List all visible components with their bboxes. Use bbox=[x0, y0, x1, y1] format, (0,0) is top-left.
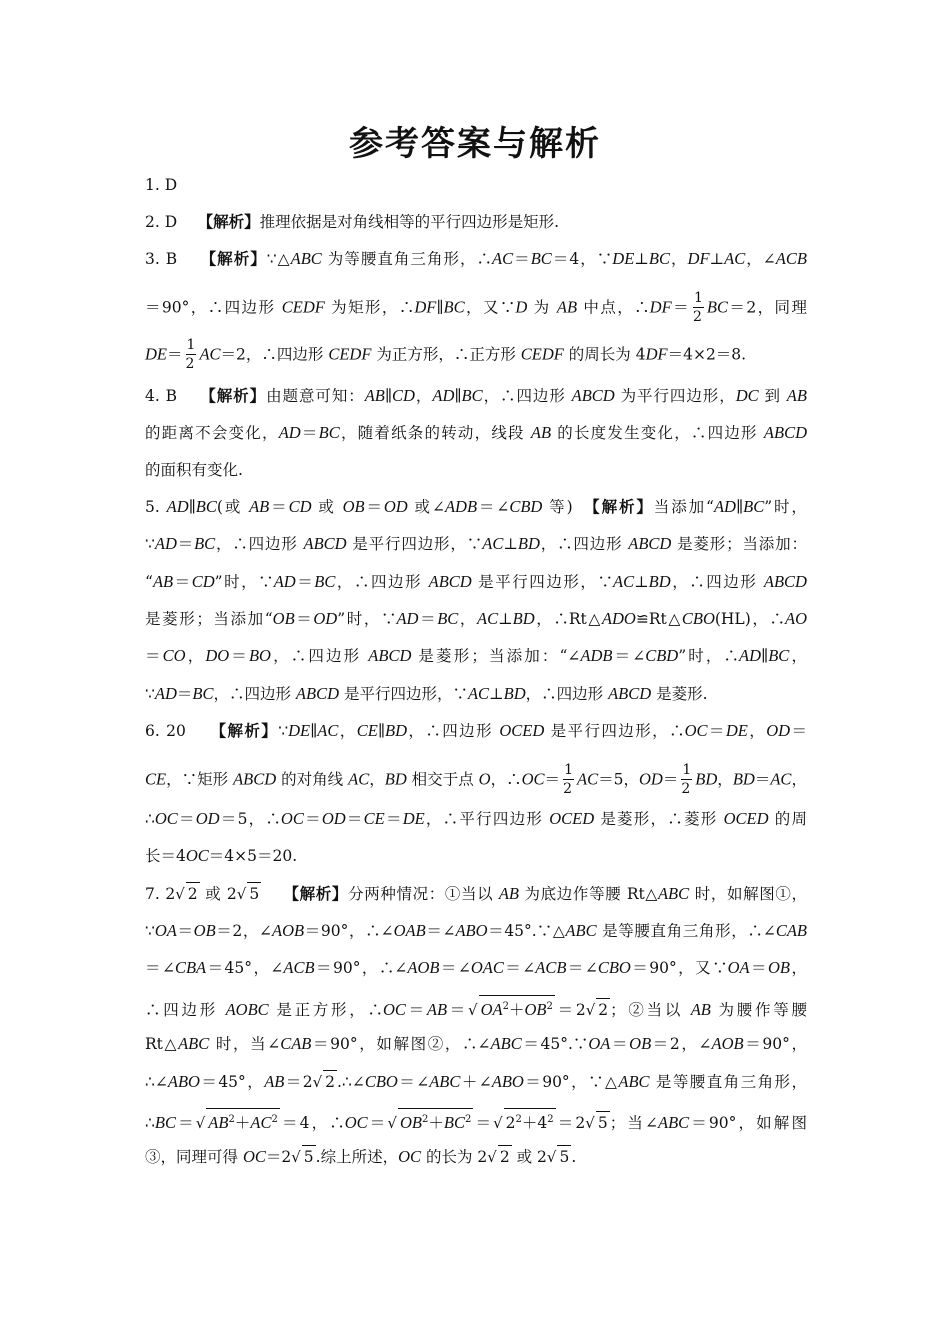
answer-5-line-2: ∵AD＝BC，∴四边形 ABCD 是平行四边形，∵AC⊥BD，∴四边形 ABCD 是菱形；当添加： bbox=[145, 534, 807, 553]
answer-3-line-3: DE＝ $\frac{1}{2}$ AC＝2，∴四边形 CEDF 为正方形，∴正方形 CEDF 的周长为 4DF＝4×2＝8. bbox=[145, 337, 747, 372]
answer-5-line-3: “AB＝CD”时，∵AD＝BC，∴四边形 ABCD 是平行四边形，∵AC⊥BD，∴四边形 ABCD bbox=[145, 572, 807, 591]
answer-6-line-3: ∴OC＝OD＝5，∴OC＝OD＝CE＝DE，∴平行四边形 OCED 是菱形，∴菱形 OCED 的周 bbox=[145, 809, 807, 828]
analysis-tag: 【解析】 bbox=[200, 387, 267, 405]
answer-7-line-8: ③，同理可得 OC＝2√ 5 .综上所述，OC 的长为 2√ 2 或 2√ 5 . bbox=[145, 1147, 577, 1166]
answer-6-line-4: 长＝4OC＝4×5＝20. bbox=[145, 846, 298, 865]
answer-7-line-6: ∴∠ABO＝45°，AB＝2√ 2 .∴∠CBO＝∠ABC＋∠ABO＝90°，∵△ABC 是等腰直角三角形， bbox=[145, 1072, 807, 1091]
answer-4-line-2: 的距离不会变化，AD＝BC，随着纸条的转动，线段 AB 的长度发生变化，∴四边形 ABCD bbox=[145, 423, 807, 442]
answer-5-line-4: 是菱形；当添加“OB＝OD”时，∵AD＝BC，AC⊥BD，∴Rt△ADO≌Rt△CBO(HL)，∴AO bbox=[145, 609, 807, 628]
answer-6-line-1: 6. 20 【解析】∵DE∥AC，CE∥BD，∴四边形 OCED 是平行四边形，∴OC＝DE，OD＝ bbox=[145, 721, 807, 740]
answer-5-line-1: 5. AD∥BC(或 AB＝CD 或 OB＝OD 或∠ADB＝∠CBD 等) 【解析】当添加“AD∥BC”时， bbox=[145, 497, 807, 516]
analysis-tag: 【解析】 bbox=[591, 498, 654, 516]
answer-7-line-4: ∴四边形 AOBC 是正方形，∴OC＝AB＝√ $OA^2+OB^2 =2√$ 2 ；②当以 AB 为腰作等腰 bbox=[145, 995, 807, 1021]
analysis-tag: 【解析】 bbox=[200, 250, 267, 268]
answer-5-line-5: ＝CO，DO＝BO，∴四边形 ABCD 是菱形；当添加：“∠ADB＝∠CBD”时，∴AD∥BC， bbox=[145, 646, 807, 665]
answer-4-line-3: 的面积有变化. bbox=[145, 461, 243, 479]
analysis-tag: 【解析】 bbox=[283, 885, 349, 903]
fraction-half: $\frac{1}{2}$ bbox=[693, 290, 703, 325]
answer-3-line-1: 3. B 【解析】∵△ABC 为等腰直角三角形，∴AC＝BC＝4，∵DE⊥BC，DF⊥AC，∠ACB bbox=[145, 249, 807, 268]
fraction-half: $\frac{1}{2}$ bbox=[681, 762, 692, 797]
answer-7-line-2: ∵OA＝OB＝2，∠AOB＝90°，∴∠OAB＝∠ABO＝45°.∵△ABC 是等腰直角三角形，∴∠CAB bbox=[145, 921, 807, 940]
answer-3-line-2: ＝90°，∴四边形 CEDF 为矩形，∴DF∥BC，又∵D 为 AB 中点，∴DF＝ $\frac{1}{2}$ BC＝2，同理 bbox=[145, 290, 807, 325]
answer-7-line-7: ∴BC＝√ $AB^2+AC^2 =4$，∴OC＝√ $OB^2+BC^2$ ＝√ $2^2+4^2 =2√$ 5 ；当∠ABC＝90°，如解图 bbox=[145, 1108, 807, 1134]
fraction-half: $\frac{1}{2}$ bbox=[185, 337, 196, 372]
answer-6-line-2: CE，∵矩形 ABCD 的对角线 AC，BD 相交于点 O，∴OC＝ $\frac{1}{2}$ AC＝5，OD＝ $\frac{1}{2}$ BD，BD＝AC， bbox=[145, 762, 807, 797]
answer-5-line-6: ∵AD＝BC，∴四边形 ABCD 是平行四边形，∵AC⊥BD，∴四边形 ABCD 是菱形. bbox=[145, 684, 708, 703]
answer-7-line-3: ＝∠CBA＝45°，∠ACB＝90°，∴∠AOB＝∠OAC＝∠ACB＝∠CBO＝90°，又∵OA＝OB， bbox=[145, 958, 807, 977]
answer-2: 2. D 【解析】推理依据是对角线相等的平行四边形是矩形. bbox=[145, 213, 560, 231]
page-title: 参考答案与解析 bbox=[349, 124, 601, 164]
fraction-half: $\frac{1}{2}$ bbox=[563, 762, 573, 797]
answer-4-line-1: 4. B 【解析】由题意可知：AB∥CD，AD∥BC，∴四边形 ABCD 为平行四边形，DC 到 AB bbox=[145, 386, 807, 405]
answer-7-line-5: Rt△ABC 时，当∠CAB＝90°，如解图②，∴∠ABC＝45°.∵OA＝OB＝2，∠AOB＝90°， bbox=[145, 1034, 807, 1053]
analysis-tag: 【解析】 bbox=[210, 722, 279, 740]
answer-1: 1. D bbox=[145, 176, 178, 194]
analysis-tag: 【解析】 bbox=[197, 213, 260, 231]
answer-7-line-1: 7. 2√ 2 或 2√ 5 【解析】分两种情况：①当以 AB 为底边作等腰 Rt△ABC 时，如解图①， bbox=[145, 884, 807, 903]
